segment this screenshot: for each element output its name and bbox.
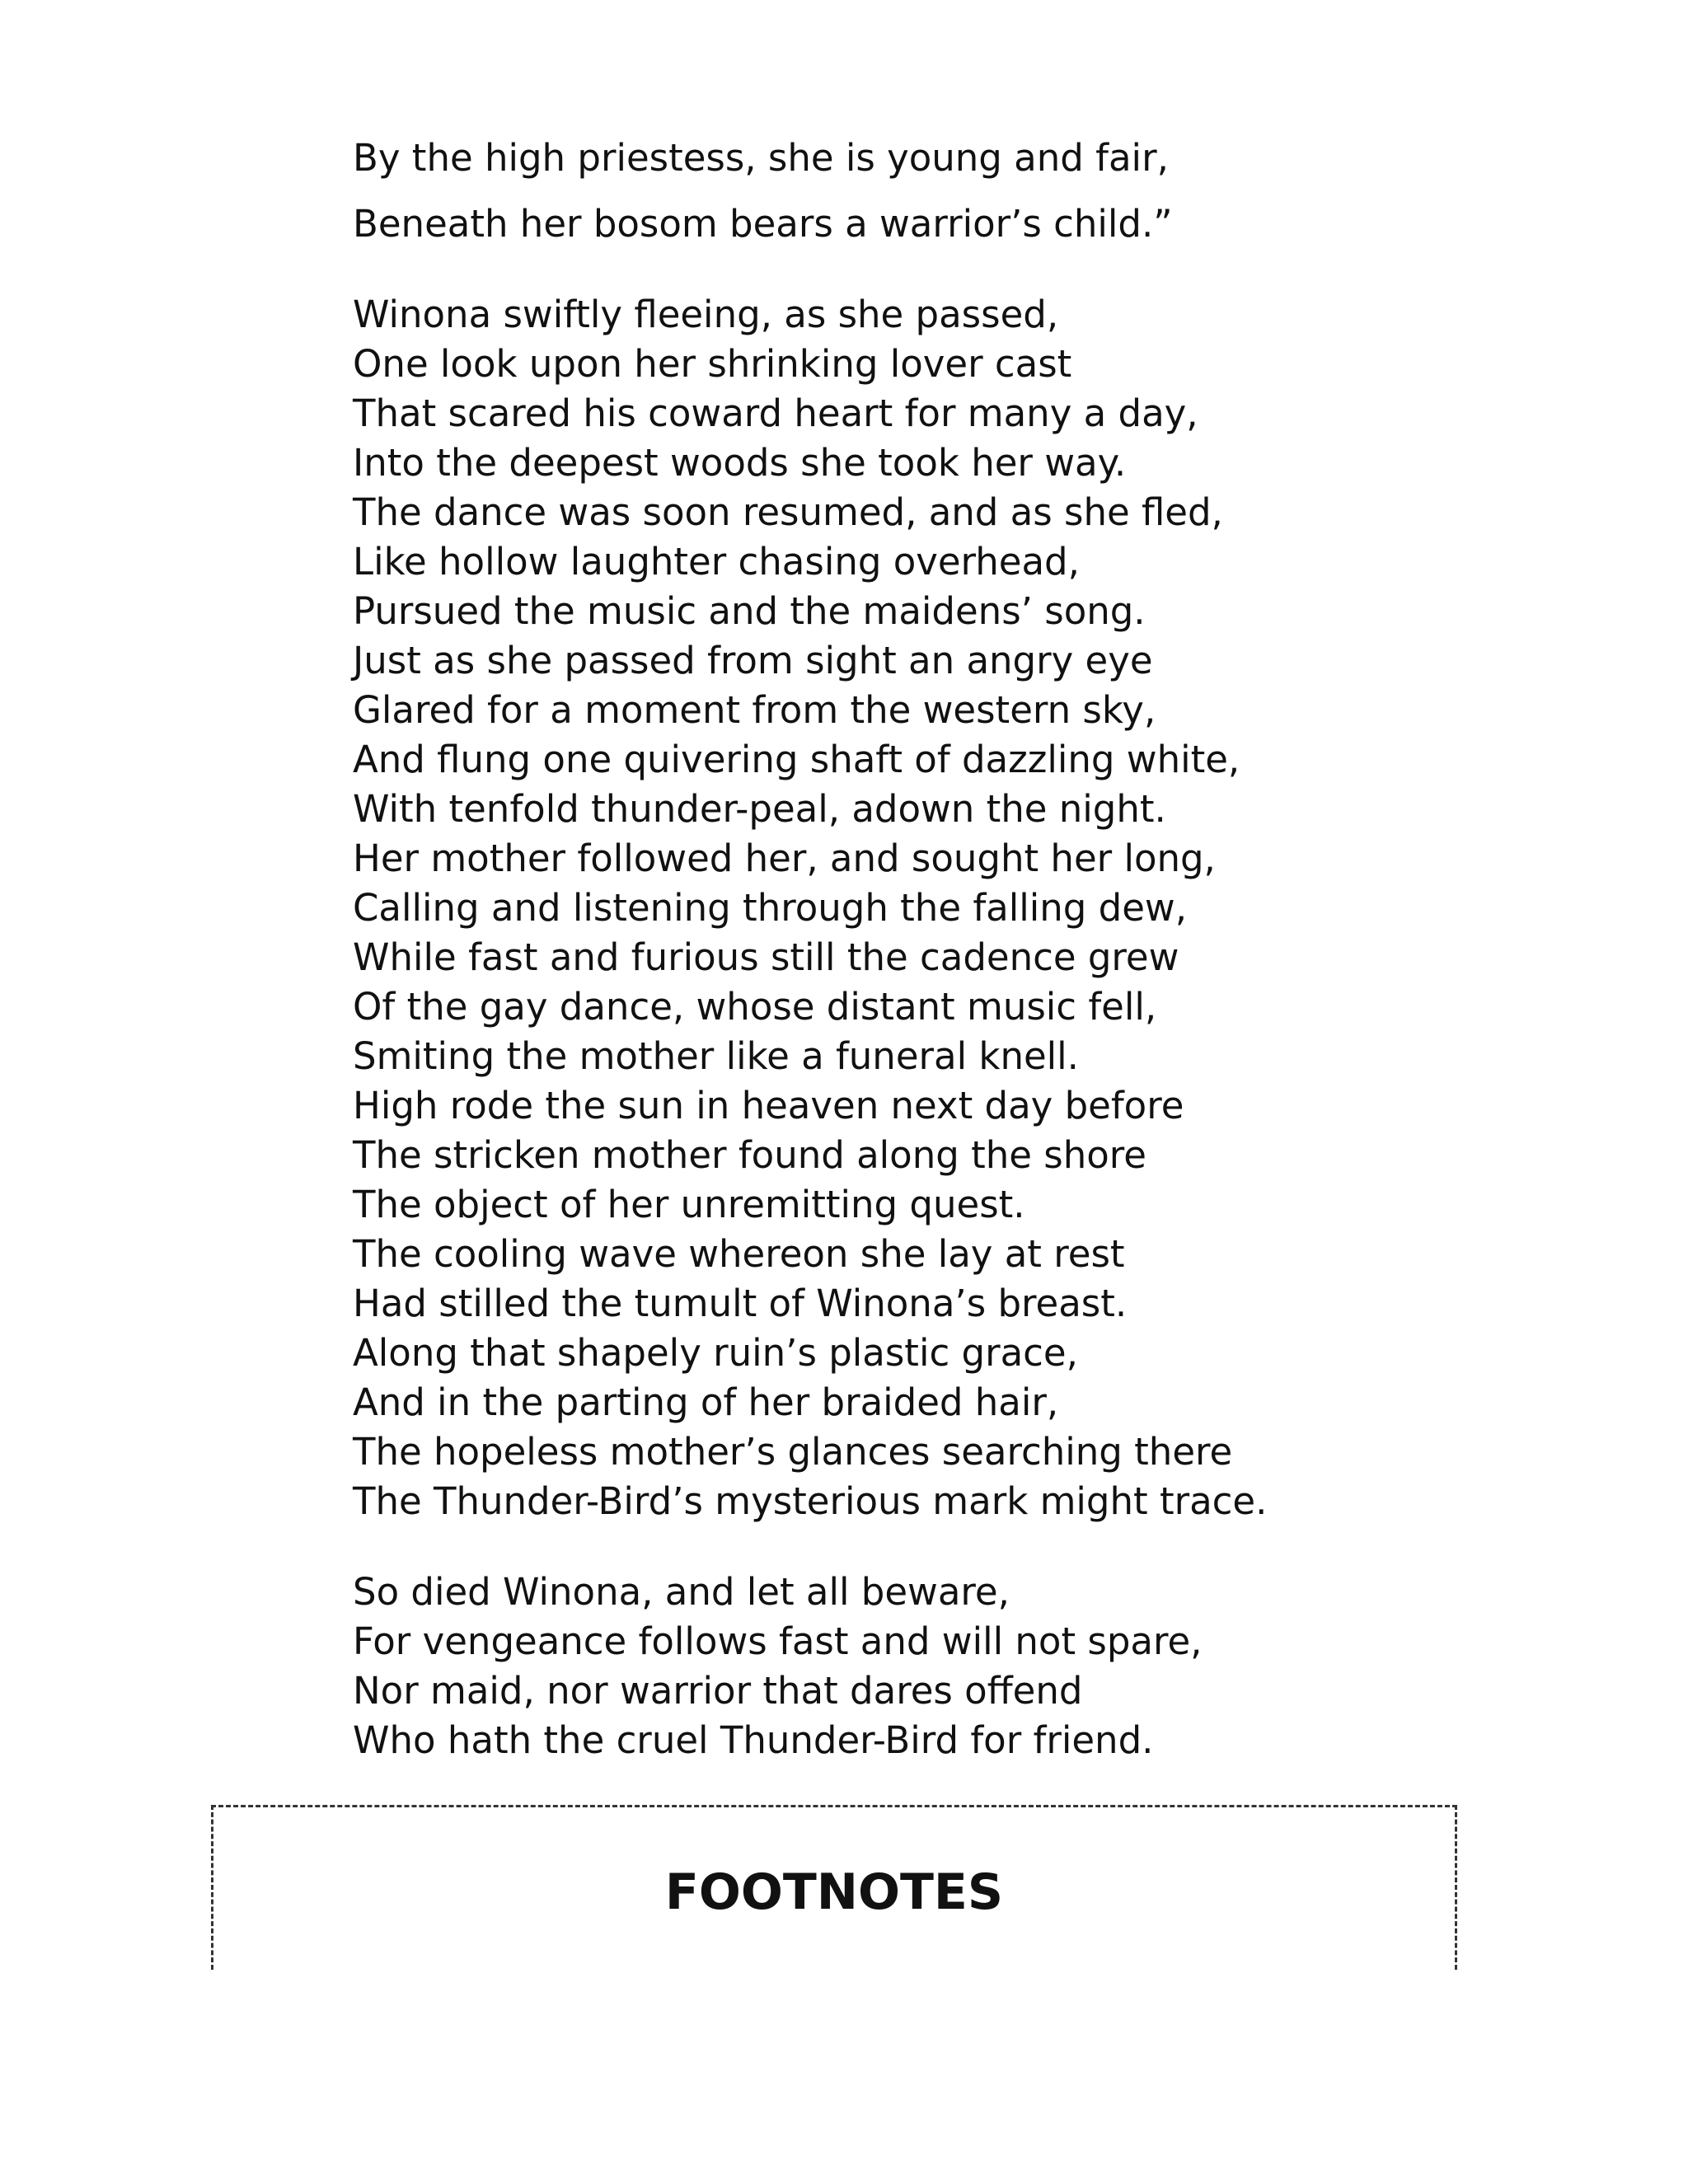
poem-line: Glared for a moment from the western sky, [353, 688, 1156, 732]
poem-line: Calling and listening through the falling dew, [353, 886, 1187, 930]
footnotes-heading: FOOTNOTES [664, 1863, 1004, 1921]
poem-line: Like hollow laughter chasing overhead, [353, 540, 1080, 583]
stanza [353, 1568, 1424, 1765]
poem-line: Smiting the mother like a funeral knell. [353, 1034, 1079, 1078]
poem-body [353, 199, 1424, 1765]
poem-line: Winona swiftly fleeing, as she passed, [353, 293, 1059, 336]
poem-line: Into the deepest woods she took her way. [353, 441, 1127, 485]
poem-line: Of the gay dance, whose distant music fell, [353, 985, 1157, 1029]
poem-line: The stricken mother found along the shore [353, 1133, 1146, 1177]
poem-line: One look upon her shrinking lover cast [353, 342, 1072, 386]
poem-line: Had stilled the tumult of Winona’s breast. [353, 1282, 1128, 1325]
poem-line: Pursued the music and the maidens’ song. [353, 589, 1146, 633]
clipped-line-text: By the high priestess, she is young and fair, [353, 136, 1169, 180]
poem-line: And flung one quivering shaft of dazzling white, [353, 738, 1240, 781]
poem-line: The object of her unremitting quest. [353, 1183, 1025, 1226]
poem-line: The Thunder-Bird’s mysterious mark might trace. [353, 1479, 1268, 1523]
poem-line: Along that shapely ruin’s plastic grace, [353, 1331, 1078, 1375]
poem-line: Nor maid, nor warrior that dares offend [353, 1669, 1083, 1713]
poem-line: High rode the sun in heaven next day before [353, 1084, 1184, 1127]
poem-line: The hopeless mother’s glances searching there [353, 1430, 1233, 1474]
poem-line: Who hath the cruel Thunder-Bird for friend. [353, 1718, 1154, 1762]
poem-line: Just as she passed from sight an angry eye [353, 639, 1153, 682]
poem-line: Beneath her bosom bears a warrior’s child.” [353, 202, 1173, 246]
stanza [353, 290, 1424, 1526]
stanza [353, 199, 1424, 249]
poem-line: For vengeance follows fast and will not spare, [353, 1619, 1203, 1663]
poem-line: That scared his coward heart for many a day, [353, 391, 1198, 435]
poem-line: Her mother followed her, and sought her long, [353, 837, 1216, 880]
clipped-previous-line [353, 136, 1342, 183]
poem-line: With tenfold thunder-peal, adown the night. [353, 787, 1166, 831]
poem-line: The cooling wave whereon she lay at rest [353, 1232, 1125, 1276]
poem-line: The dance was soon resumed, and as she fled, [353, 490, 1223, 534]
poem-line: So died Winona, and let all beware, [353, 1570, 1010, 1614]
footnotes-section [211, 1805, 1457, 1970]
poem-line: While fast and furious still the cadence grew [353, 935, 1179, 979]
poem-line: And in the parting of her braided hair, [353, 1380, 1059, 1424]
